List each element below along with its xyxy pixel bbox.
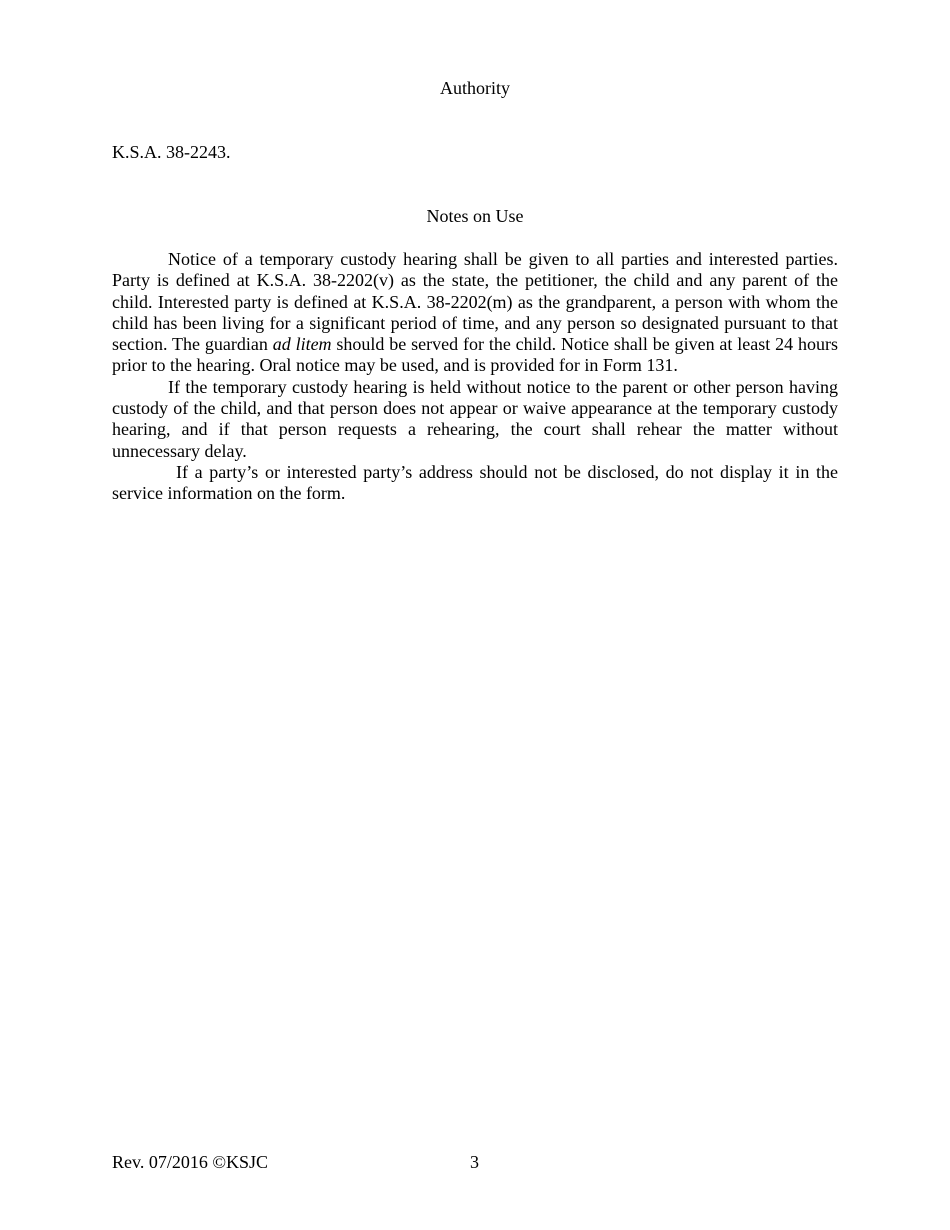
ad-litem-italic: ad litem (272, 334, 332, 355)
notes-on-use-body (112, 249, 838, 505)
notes-paragraph-1-part-2: should be served for the child. Notice shall be given at least 24 hours prior to the hearing. Oral notice may be used, and is provided for in Form 131. (112, 334, 838, 376)
notes-paragraph-2: If the temporary custody hearing is held without notice to the parent or other person having custody of the child, and that person does not appear or waive appearance at the temporary custody hearing, and if that person requests a rehearing, the court shall rehear the matter without unnecessary delay. (112, 376, 838, 461)
footer-page-number: 3 (470, 1152, 479, 1172)
authority-heading: Authority (440, 78, 510, 98)
authority-citation: K.S.A. 38-2243. (112, 142, 231, 162)
footer-revision: Rev. 07/2016 ©KSJC (112, 1152, 269, 1172)
notes-paragraph-3: If a party’s or interested party’s address should not be disclosed, do not display it in the service information on the form. (112, 461, 838, 504)
notes-paragraph-1-part-1: Notice of a temporary custody hearing shall be given to all parties and interested parties. Party is defined at K.S.A. 38-2202(v) as the state, the petitioner, the child and any parent of the child. Interested party is defined at K.S.A. 38-2202(m) as the grandparent, a person with whom the child has been living for a significant period of time, and any person so designated pursuant to that section. The guardian (112, 249, 838, 355)
notes-paragraph-1 (112, 249, 838, 377)
notes-on-use-heading: Notes on Use (426, 206, 524, 226)
